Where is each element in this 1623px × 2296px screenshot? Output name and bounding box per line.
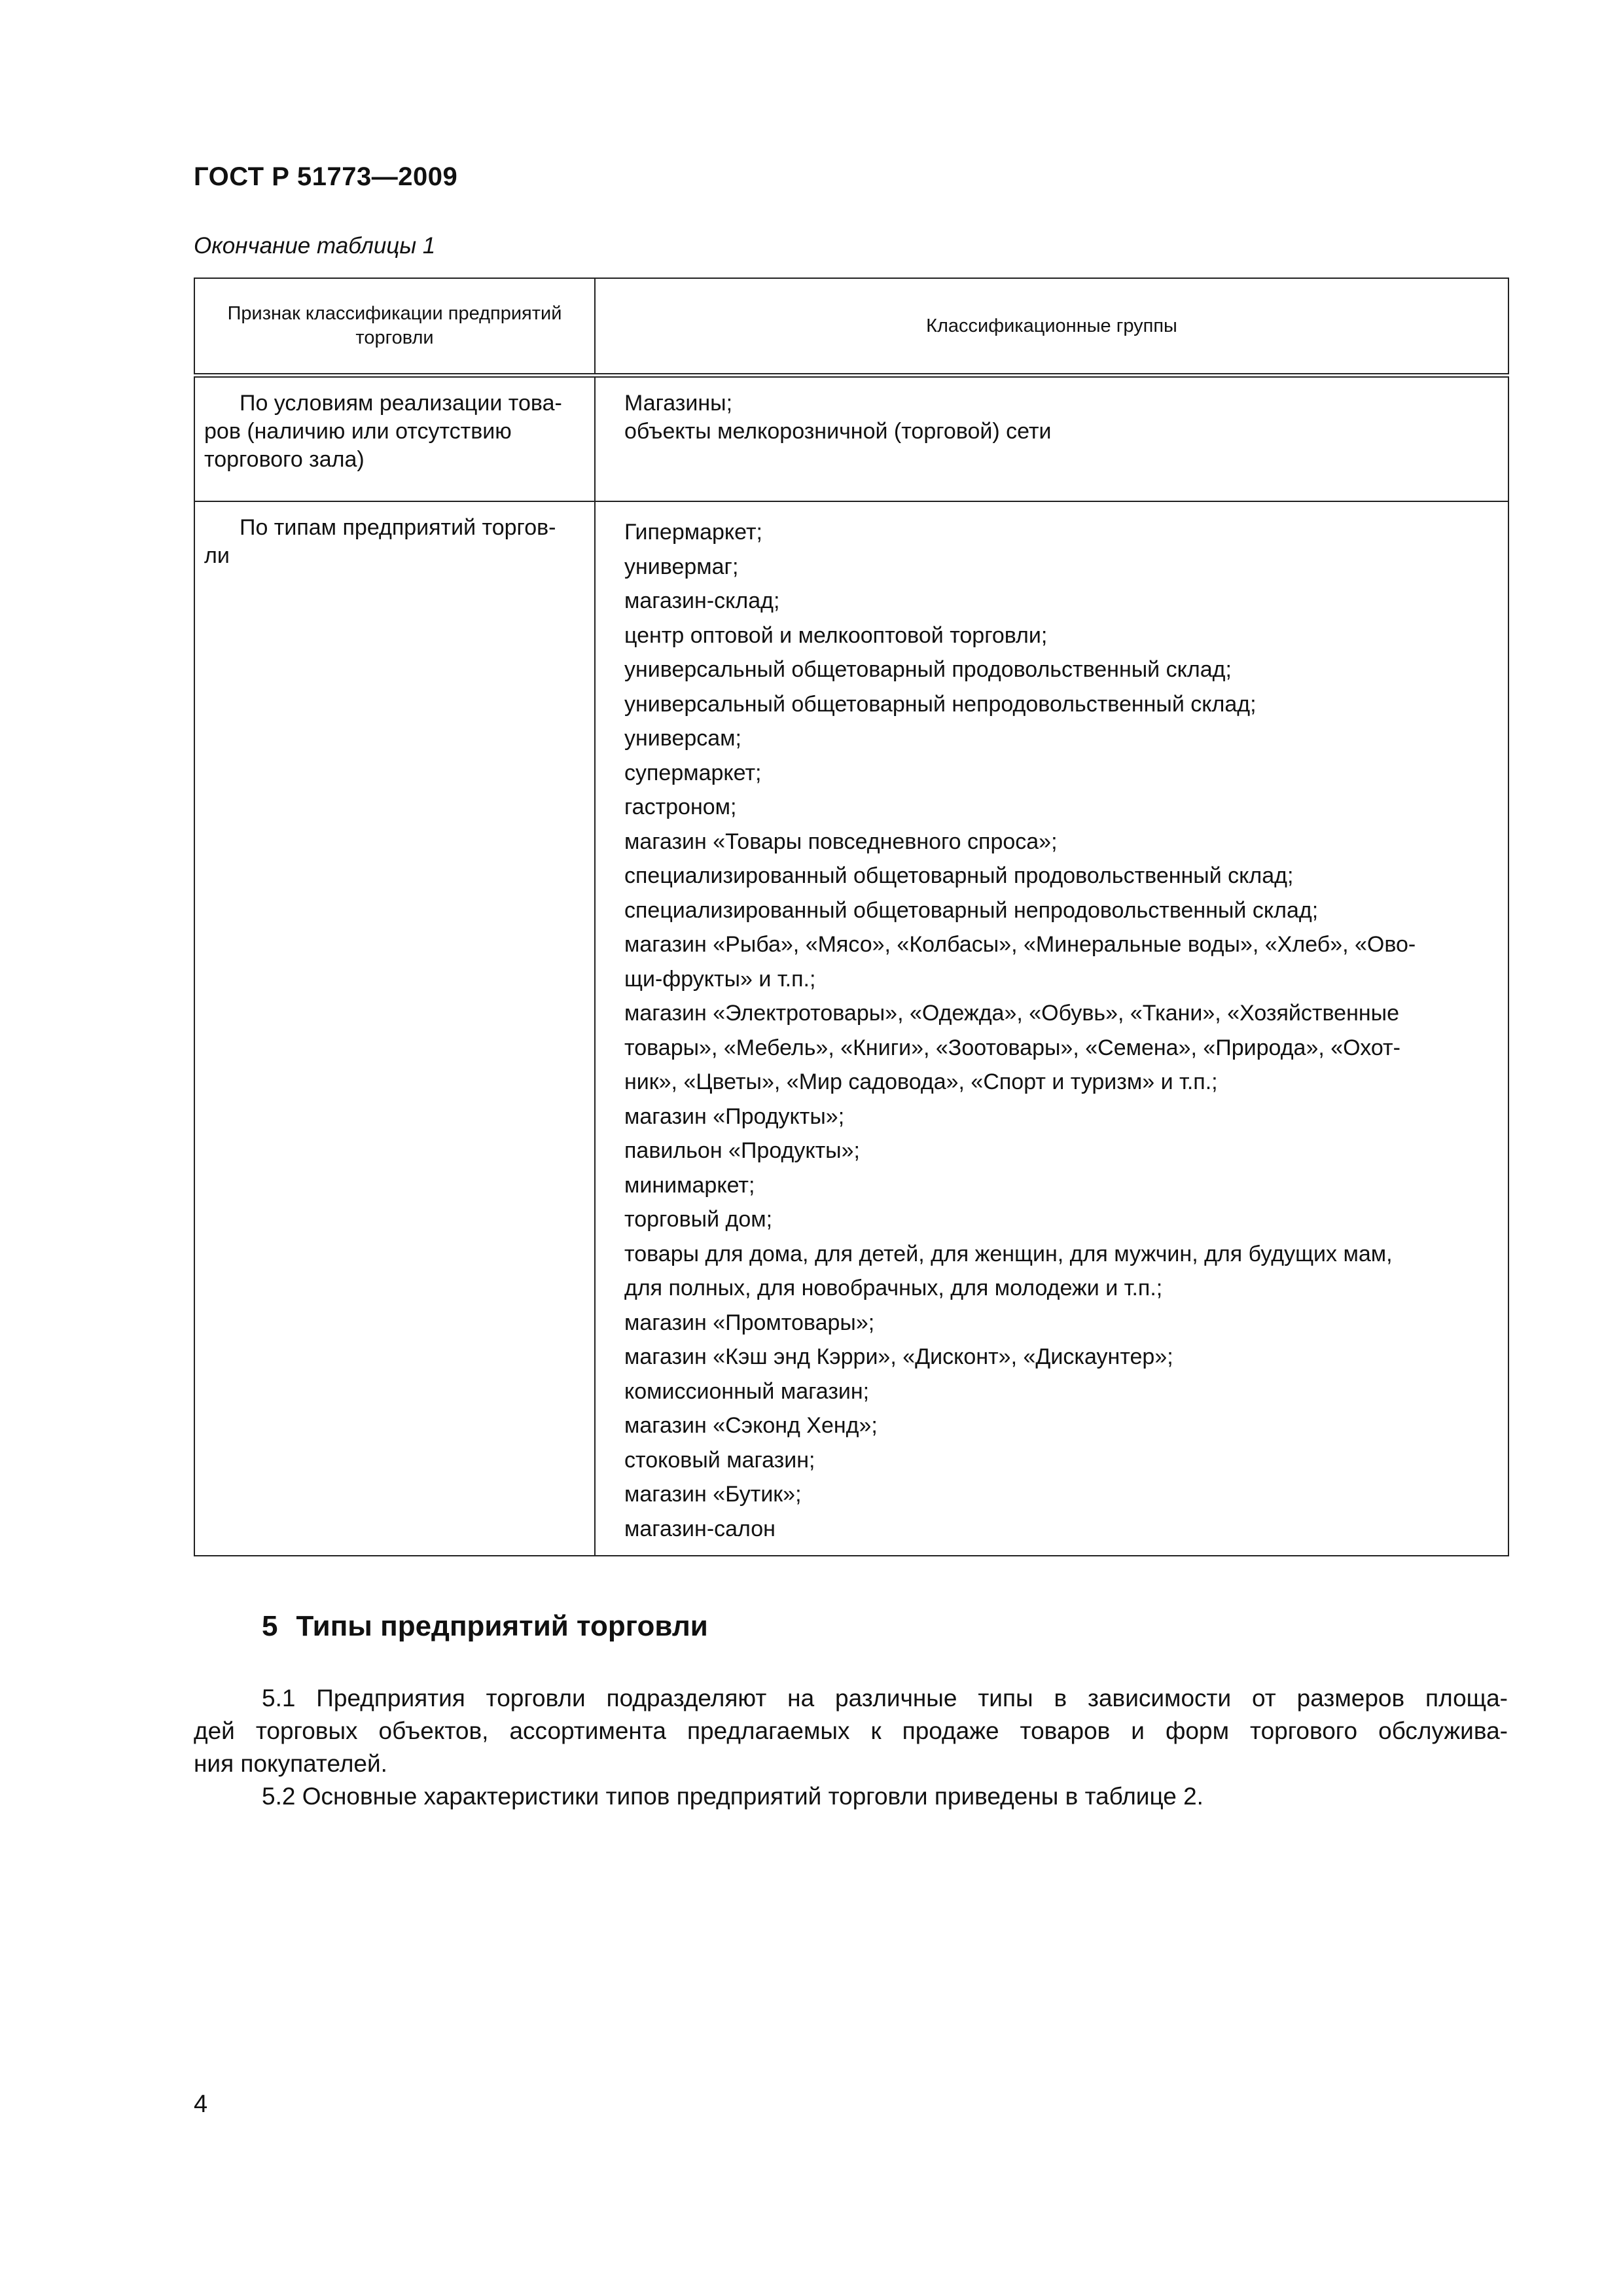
criterion-line: торгового зала) xyxy=(204,447,365,472)
group-item: универсальный общетоварный продовольственный склад; xyxy=(624,657,1232,682)
group-item: магазин-салон xyxy=(624,1516,776,1541)
criterion-line: ли xyxy=(204,543,230,568)
group-item: универмаг; xyxy=(624,554,739,579)
group-item: специализированный общетоварный продовольственный склад; xyxy=(624,863,1294,888)
group-item: магазин «Сэконд Хенд»; xyxy=(624,1413,878,1438)
section-body xyxy=(194,1682,1508,1813)
table-header-row xyxy=(194,278,1508,376)
group-item: комиссионный магазин; xyxy=(624,1378,870,1404)
paragraph-line: 5.2 Основные характеристики типов предприятий торговли приведены в таблице 2. xyxy=(262,1783,1204,1810)
group-item: торговый дом; xyxy=(624,1207,773,1232)
group-item: магазин «Кэш энд Кэрри», «Дисконт», «Дискаунтер»; xyxy=(624,1344,1173,1369)
group-item: магазин «Товары повседневного спроса»; xyxy=(624,829,1058,854)
document-code: ГОСТ Р 51773—2009 xyxy=(194,162,458,191)
table-row xyxy=(194,376,1508,502)
criterion-line: По условиям реализации това- xyxy=(240,391,562,416)
groups-cell xyxy=(595,376,1508,502)
group-item: объекты мелкорозничной (торговой) сети xyxy=(624,419,1052,444)
group-item: магазин «Электротовары», «Одежда», «Обувь», «Ткани», «Хозяйственные xyxy=(624,1001,1399,1026)
group-item: павильон «Продукты»; xyxy=(624,1138,860,1163)
paragraph-line: ния покупателей. xyxy=(194,1750,387,1777)
group-item: магазин-склад; xyxy=(624,588,780,613)
group-item: товары», «Мебель», «Книги», «Зоотовары», «Семена», «Природа», «Охот- xyxy=(624,1035,1400,1060)
group-item: товары для дома, для детей, для женщин, для мужчин, для будущих мам, xyxy=(624,1241,1393,1266)
criterion-line: ров (наличию или отсутствию xyxy=(204,419,512,444)
classification-table xyxy=(194,278,1509,1556)
paragraph xyxy=(194,1682,1508,1780)
table-row xyxy=(194,501,1508,1556)
group-item: центр оптовой и мелкооптовой торговли; xyxy=(624,622,1048,648)
groups-cell xyxy=(595,501,1508,1556)
group-item: магазин «Продукты»; xyxy=(624,1103,845,1129)
section-number: 5 xyxy=(262,1610,278,1642)
criterion-cell xyxy=(194,501,595,1556)
paragraph-line: 5.1 Предприятия торговли подразделяют на различные типы в зависимости от размеров площа- xyxy=(262,1685,1508,1712)
table-caption: Окончание таблицы 1 xyxy=(194,233,436,259)
group-item: супермаркет; xyxy=(624,760,762,785)
group-item: минимаркет; xyxy=(624,1172,755,1198)
group-item: стоковый магазин; xyxy=(624,1447,815,1473)
group-item: магазин «Рыба», «Мясо», «Колбасы», «Минеральные воды», «Хлеб», «Ово- xyxy=(624,932,1416,957)
group-item: для полных, для новобрачных, для молодежи и т.п.; xyxy=(624,1276,1163,1300)
group-item: магазин «Промтовары»; xyxy=(624,1310,875,1335)
group-item: магазин «Бутик»; xyxy=(624,1482,802,1507)
column-header-criterion: Признак классификации предприятий торговли xyxy=(194,278,595,376)
group-item: Гипермаркет; xyxy=(624,520,762,545)
paragraph-line: дей торговых объектов, ассортимента предлагаемых к продаже товаров и форм торгового обслужива- xyxy=(194,1717,1508,1744)
criterion-cell xyxy=(194,376,595,502)
group-item: универсальный общетоварный непродовольственный склад; xyxy=(624,691,1257,717)
group-item: специализированный общетоварный непродовольственный склад; xyxy=(624,897,1319,923)
group-item: щи-фрукты» и т.п.; xyxy=(624,966,816,992)
page-number: 4 xyxy=(194,2090,208,2118)
group-item: гастроном; xyxy=(624,795,737,819)
group-item: ник», «Цветы», «Мир садовода», «Спорт и туризм» и т.п.; xyxy=(624,1069,1218,1094)
group-item: универсам; xyxy=(624,726,741,751)
section-heading xyxy=(262,1610,708,1643)
criterion-line: По типам предприятий торгов- xyxy=(240,515,556,540)
group-item: Магазины; xyxy=(624,391,733,416)
paragraph xyxy=(194,1780,1508,1813)
section-title: Типы предприятий торговли xyxy=(296,1610,708,1642)
column-header-groups: Классификационные группы xyxy=(595,278,1508,376)
